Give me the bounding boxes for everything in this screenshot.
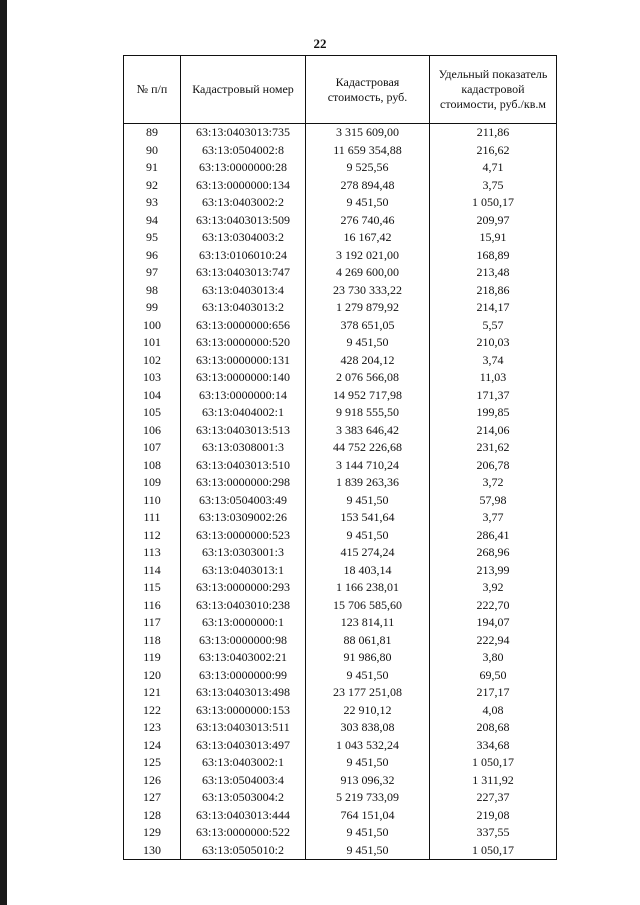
- specific-indicator-cell: 3,80: [430, 649, 557, 667]
- row-num: 105: [124, 404, 181, 422]
- specific-indicator-cell: 206,78: [430, 457, 557, 475]
- cadastral-value-cell: 2 076 566,08: [306, 369, 430, 387]
- specific-indicator-cell: 69,50: [430, 667, 557, 685]
- row-num: 109: [124, 474, 181, 492]
- specific-indicator-cell: 57,98: [430, 492, 557, 510]
- cadastral-number-cell: 63:13:0000000:14: [181, 387, 306, 405]
- cadastral-value-cell: 88 061,81: [306, 632, 430, 650]
- cadastral-value-cell: 913 096,32: [306, 772, 430, 790]
- specific-indicator-cell: 199,85: [430, 404, 557, 422]
- table-row: [124, 527, 557, 545]
- table-row: [124, 247, 557, 265]
- specific-indicator-cell: 168,89: [430, 247, 557, 265]
- specific-indicator-cell: 213,99: [430, 562, 557, 580]
- cadastral-value-cell: 23 177 251,08: [306, 684, 430, 702]
- cadastral-value-cell: 764 151,04: [306, 807, 430, 825]
- cadastral-value-cell: 415 274,24: [306, 544, 430, 562]
- cadastral-number-cell: 63:13:0505010:2: [181, 842, 306, 860]
- cadastral-value-cell: 9 451,50: [306, 492, 430, 510]
- row-num: 106: [124, 422, 181, 440]
- cadastral-value-cell: 1 279 879,92: [306, 299, 430, 317]
- row-num: 97: [124, 264, 181, 282]
- cadastral-number-cell: 63:13:0000000:1: [181, 614, 306, 632]
- row-num: 126: [124, 772, 181, 790]
- specific-indicator-cell: 268,96: [430, 544, 557, 562]
- row-num: 95: [124, 229, 181, 247]
- row-num: 91: [124, 159, 181, 177]
- table-row: [124, 579, 557, 597]
- table-row: [124, 404, 557, 422]
- row-num: 125: [124, 754, 181, 772]
- row-num: 98: [124, 282, 181, 300]
- row-num: 121: [124, 684, 181, 702]
- specific-indicator-cell: 3,75: [430, 177, 557, 195]
- cadastral-number-cell: 63:13:0403010:238: [181, 597, 306, 615]
- table-row: [124, 439, 557, 457]
- row-num: 110: [124, 492, 181, 510]
- cadastral-number-cell: 63:13:0000000:520: [181, 334, 306, 352]
- cadastral-number-cell: 63:13:0403002:1: [181, 754, 306, 772]
- row-num: 122: [124, 702, 181, 720]
- specific-indicator-cell: 214,06: [430, 422, 557, 440]
- table-row: [124, 177, 557, 195]
- specific-indicator-cell: 210,03: [430, 334, 557, 352]
- row-num: 93: [124, 194, 181, 212]
- cadastral-value-cell: 18 403,14: [306, 562, 430, 580]
- cadastral-number-cell: 63:13:0403013:511: [181, 719, 306, 737]
- specific-indicator-cell: 211,86: [430, 124, 557, 142]
- cadastral-number-cell: 63:13:0303001:3: [181, 544, 306, 562]
- header-num: № п/п: [124, 56, 181, 124]
- cadastral-number-cell: 63:13:0403002:21: [181, 649, 306, 667]
- row-num: 96: [124, 247, 181, 265]
- table-row: [124, 229, 557, 247]
- cadastral-number-cell: 63:13:0000000:140: [181, 369, 306, 387]
- row-num: 115: [124, 579, 181, 597]
- specific-indicator-cell: 222,94: [430, 632, 557, 650]
- cadastral-value-cell: 9 451,50: [306, 824, 430, 842]
- cadastral-value-cell: 5 219 733,09: [306, 789, 430, 807]
- table-row: [124, 317, 557, 335]
- row-num: 92: [124, 177, 181, 195]
- cadastral-value-cell: 428 204,12: [306, 352, 430, 370]
- row-num: 104: [124, 387, 181, 405]
- specific-indicator-cell: 194,07: [430, 614, 557, 632]
- specific-indicator-cell: 213,48: [430, 264, 557, 282]
- cadastral-value-cell: 9 451,50: [306, 754, 430, 772]
- cadastral-table: [123, 55, 557, 860]
- row-num: 127: [124, 789, 181, 807]
- cadastral-number-cell: 63:13:0403013:4: [181, 282, 306, 300]
- cadastral-value-cell: 23 730 333,22: [306, 282, 430, 300]
- cadastral-number-cell: 63:13:0504002:8: [181, 142, 306, 160]
- cadastral-number-cell: 63:13:0504003:49: [181, 492, 306, 510]
- row-num: 90: [124, 142, 181, 160]
- row-num: 89: [124, 124, 181, 142]
- table-row: [124, 632, 557, 650]
- cadastral-value-cell: 16 167,42: [306, 229, 430, 247]
- specific-indicator-cell: 337,55: [430, 824, 557, 842]
- specific-indicator-cell: 1 050,17: [430, 194, 557, 212]
- cadastral-value-cell: 1 043 532,24: [306, 737, 430, 755]
- cadastral-number-cell: 63:13:0000000:134: [181, 177, 306, 195]
- specific-indicator-cell: 227,37: [430, 789, 557, 807]
- specific-indicator-cell: 15,91: [430, 229, 557, 247]
- table-row: [124, 772, 557, 790]
- table-row: [124, 474, 557, 492]
- table-row: [124, 142, 557, 160]
- row-num: 112: [124, 527, 181, 545]
- cadastral-number-cell: 63:13:0106010:24: [181, 247, 306, 265]
- specific-indicator-cell: 216,62: [430, 142, 557, 160]
- cadastral-value-cell: 1 839 263,36: [306, 474, 430, 492]
- cadastral-number-cell: 63:13:0000000:98: [181, 632, 306, 650]
- cadastral-value-cell: 44 752 226,68: [306, 439, 430, 457]
- specific-indicator-cell: 4,08: [430, 702, 557, 720]
- header-cadastral-value: Кадастровая стоимость, руб.: [306, 56, 430, 124]
- specific-indicator-cell: 222,70: [430, 597, 557, 615]
- cadastral-value-cell: 123 814,11: [306, 614, 430, 632]
- specific-indicator-cell: 5,57: [430, 317, 557, 335]
- table-row: [124, 212, 557, 230]
- cadastral-value-cell: 15 706 585,60: [306, 597, 430, 615]
- table-body: [124, 124, 557, 860]
- row-num: 99: [124, 299, 181, 317]
- table-row: [124, 194, 557, 212]
- table-row: [124, 264, 557, 282]
- cadastral-number-cell: 63:13:0000000:131: [181, 352, 306, 370]
- cadastral-number-cell: 63:13:0403013:509: [181, 212, 306, 230]
- table-row: [124, 369, 557, 387]
- table-row: [124, 597, 557, 615]
- table-row: [124, 544, 557, 562]
- cadastral-number-cell: 63:13:0000000:656: [181, 317, 306, 335]
- row-num: 128: [124, 807, 181, 825]
- table-row: [124, 457, 557, 475]
- row-num: 120: [124, 667, 181, 685]
- cadastral-value-cell: 276 740,46: [306, 212, 430, 230]
- table-row: [124, 842, 557, 860]
- table-row: [124, 649, 557, 667]
- cadastral-value-cell: 11 659 354,88: [306, 142, 430, 160]
- cadastral-value-cell: 4 269 600,00: [306, 264, 430, 282]
- cadastral-value-cell: 9 525,56: [306, 159, 430, 177]
- cadastral-number-cell: 63:13:0504003:4: [181, 772, 306, 790]
- cadastral-number-cell: 63:13:0000000:99: [181, 667, 306, 685]
- row-num: 102: [124, 352, 181, 370]
- specific-indicator-cell: 1 311,92: [430, 772, 557, 790]
- specific-indicator-cell: 334,68: [430, 737, 557, 755]
- table-row: [124, 387, 557, 405]
- row-num: 118: [124, 632, 181, 650]
- table-row: [124, 124, 557, 142]
- specific-indicator-cell: 3,92: [430, 579, 557, 597]
- scan-edge-bar: [0, 0, 7, 905]
- table-row: [124, 492, 557, 510]
- cadastral-value-cell: 9 451,50: [306, 842, 430, 860]
- row-num: 107: [124, 439, 181, 457]
- cadastral-number-cell: 63:13:0304003:2: [181, 229, 306, 247]
- table-row: [124, 562, 557, 580]
- row-num: 103: [124, 369, 181, 387]
- cadastral-number-cell: 63:13:0403013:747: [181, 264, 306, 282]
- specific-indicator-cell: 214,17: [430, 299, 557, 317]
- table-row: [124, 719, 557, 737]
- row-num: 114: [124, 562, 181, 580]
- table-row: [124, 789, 557, 807]
- cadastral-number-cell: 63:13:0403013:497: [181, 737, 306, 755]
- row-num: 119: [124, 649, 181, 667]
- cadastral-number-cell: 63:13:0000000:298: [181, 474, 306, 492]
- table-row: [124, 422, 557, 440]
- specific-indicator-cell: 171,37: [430, 387, 557, 405]
- header-specific-indicator: Удельный показатель кадастровой стоимости, руб./кв.м: [430, 56, 557, 124]
- table-row: [124, 684, 557, 702]
- table-row: [124, 282, 557, 300]
- specific-indicator-cell: 3,77: [430, 509, 557, 527]
- specific-indicator-cell: 231,62: [430, 439, 557, 457]
- cadastral-number-cell: 63:13:0308001:3: [181, 439, 306, 457]
- cadastral-value-cell: 91 986,80: [306, 649, 430, 667]
- cadastral-number-cell: 63:13:0000000:293: [181, 579, 306, 597]
- table-row: [124, 667, 557, 685]
- row-num: 124: [124, 737, 181, 755]
- cadastral-number-cell: 63:13:0403013:2: [181, 299, 306, 317]
- cadastral-value-cell: 3 315 609,00: [306, 124, 430, 142]
- row-num: 113: [124, 544, 181, 562]
- specific-indicator-cell: 209,97: [430, 212, 557, 230]
- specific-indicator-cell: 219,08: [430, 807, 557, 825]
- table-row: [124, 824, 557, 842]
- specific-indicator-cell: 1 050,17: [430, 754, 557, 772]
- specific-indicator-cell: 1 050,17: [430, 842, 557, 860]
- table-row: [124, 737, 557, 755]
- table-row: [124, 614, 557, 632]
- cadastral-value-cell: 303 838,08: [306, 719, 430, 737]
- cadastral-value-cell: 14 952 717,98: [306, 387, 430, 405]
- table-row: [124, 702, 557, 720]
- page-number: 22: [313, 36, 327, 51]
- cadastral-number-cell: 63:13:0000000:522: [181, 824, 306, 842]
- table-header-row: [124, 56, 557, 124]
- specific-indicator-cell: 208,68: [430, 719, 557, 737]
- row-num: 123: [124, 719, 181, 737]
- specific-indicator-cell: 3,72: [430, 474, 557, 492]
- row-num: 116: [124, 597, 181, 615]
- cadastral-value-cell: 3 383 646,42: [306, 422, 430, 440]
- cadastral-number-cell: 63:13:0000000:523: [181, 527, 306, 545]
- table-row: [124, 299, 557, 317]
- cadastral-value-cell: 1 166 238,01: [306, 579, 430, 597]
- cadastral-number-cell: 63:13:0403002:2: [181, 194, 306, 212]
- table-row: [124, 334, 557, 352]
- cadastral-number-cell: 63:13:0403013:510: [181, 457, 306, 475]
- specific-indicator-cell: 286,41: [430, 527, 557, 545]
- table-row: [124, 352, 557, 370]
- cadastral-number-cell: 63:13:0403013:513: [181, 422, 306, 440]
- row-num: 94: [124, 212, 181, 230]
- table-row: [124, 509, 557, 527]
- row-num: 111: [124, 509, 181, 527]
- row-num: 129: [124, 824, 181, 842]
- table-row: [124, 754, 557, 772]
- header-cadastral-number: Кадастровый номер: [181, 56, 306, 124]
- cadastral-number-cell: 63:13:0403013:735: [181, 124, 306, 142]
- cadastral-value-cell: 153 541,64: [306, 509, 430, 527]
- cadastral-number-cell: 63:13:0000000:153: [181, 702, 306, 720]
- table-row: [124, 159, 557, 177]
- cadastral-number-cell: 63:13:0503004:2: [181, 789, 306, 807]
- cadastral-value-cell: 3 144 710,24: [306, 457, 430, 475]
- specific-indicator-cell: 217,17: [430, 684, 557, 702]
- cadastral-number-cell: 63:13:0000000:28: [181, 159, 306, 177]
- specific-indicator-cell: 3,74: [430, 352, 557, 370]
- cadastral-number-cell: 63:13:0404002:1: [181, 404, 306, 422]
- cadastral-number-cell: 63:13:0309002:26: [181, 509, 306, 527]
- cadastral-value-cell: 9 451,50: [306, 667, 430, 685]
- cadastral-value-cell: 9 918 555,50: [306, 404, 430, 422]
- cadastral-value-cell: 9 451,50: [306, 527, 430, 545]
- cadastral-number-cell: 63:13:0403013:498: [181, 684, 306, 702]
- cadastral-value-cell: 22 910,12: [306, 702, 430, 720]
- table-row: [124, 807, 557, 825]
- specific-indicator-cell: 11,03: [430, 369, 557, 387]
- cadastral-value-cell: 278 894,48: [306, 177, 430, 195]
- cadastral-number-cell: 63:13:0403013:444: [181, 807, 306, 825]
- cadastral-number-cell: 63:13:0403013:1: [181, 562, 306, 580]
- row-num: 101: [124, 334, 181, 352]
- row-num: 130: [124, 842, 181, 860]
- cadastral-value-cell: 3 192 021,00: [306, 247, 430, 265]
- row-num: 100: [124, 317, 181, 335]
- row-num: 108: [124, 457, 181, 475]
- specific-indicator-cell: 218,86: [430, 282, 557, 300]
- specific-indicator-cell: 4,71: [430, 159, 557, 177]
- cadastral-value-cell: 9 451,50: [306, 194, 430, 212]
- cadastral-value-cell: 378 651,05: [306, 317, 430, 335]
- row-num: 117: [124, 614, 181, 632]
- cadastral-value-cell: 9 451,50: [306, 334, 430, 352]
